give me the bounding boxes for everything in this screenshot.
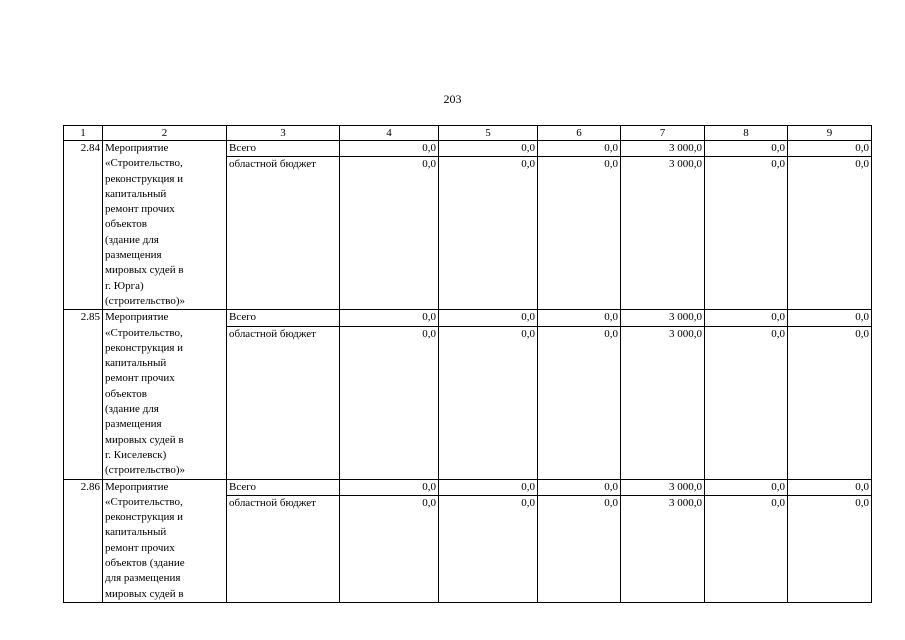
measure-name-line: ремонт прочих: [105, 541, 175, 554]
measure-name-line: реконструкция и: [105, 511, 184, 524]
measure-name-line: «Строительство,: [105, 157, 183, 170]
header-row: [64, 126, 872, 141]
funding-source: областной бюджет: [227, 495, 340, 602]
table-row: [64, 141, 872, 157]
measure-name-line: реконструкция и: [105, 172, 184, 185]
value-cell: 0,0: [340, 479, 439, 495]
page-number: 203: [443, 92, 462, 106]
measure-name-line: капитальный: [105, 357, 167, 370]
measure-name-line: объектов: [105, 387, 147, 400]
header-cell: 4: [340, 126, 439, 141]
value-cell: 0,0: [340, 141, 439, 157]
measure-name-line: «Строительство,: [105, 326, 183, 339]
funding-source: областной бюджет: [227, 157, 340, 310]
row-number: 2.86: [64, 479, 103, 602]
row-number: 2.85: [64, 310, 103, 479]
value-cell: 0,0: [340, 495, 439, 602]
funding-source: областной бюджет: [227, 326, 340, 479]
measure-name-line: г. Киселевск): [105, 448, 167, 461]
value-cell: 0,0: [439, 495, 538, 602]
funding-source: Всего: [227, 141, 340, 157]
value-cell: 0,0: [788, 157, 872, 310]
measure-name: [103, 479, 227, 602]
measure-name-line: мировых судей в: [105, 264, 184, 277]
value-cell: 0,0: [340, 157, 439, 310]
header-cell: 2: [103, 126, 227, 141]
measure-name: [103, 310, 227, 479]
measure-name-line: Мероприятие: [105, 311, 169, 324]
table-row: [64, 310, 872, 326]
value-cell: 0,0: [538, 141, 621, 157]
header-cell: 3: [227, 126, 340, 141]
header-cell: 1: [64, 126, 103, 141]
value-cell: 3 000,0: [621, 479, 705, 495]
value-cell: 0,0: [705, 157, 788, 310]
header-cell: 9: [788, 126, 872, 141]
value-cell: 0,0: [439, 326, 538, 479]
table-row: [64, 479, 872, 495]
value-cell: 0,0: [705, 479, 788, 495]
value-cell: 0,0: [788, 479, 872, 495]
measure-name-line: для размещения: [105, 572, 181, 585]
value-cell: 0,0: [340, 326, 439, 479]
value-cell: 3 000,0: [621, 157, 705, 310]
measure-name-line: ремонт прочих: [105, 203, 175, 216]
measure-name-line: (здание для: [105, 233, 159, 246]
measure-name: [103, 141, 227, 310]
row-number: 2.84: [64, 141, 103, 310]
measure-name-line: реконструкция и: [105, 341, 184, 354]
measure-name-line: размещения: [105, 418, 162, 431]
measure-name-line: Мероприятие: [105, 142, 169, 154]
measure-name-line: капитальный: [105, 187, 167, 200]
measure-name-line: (здание для: [105, 403, 159, 416]
value-cell: 0,0: [705, 495, 788, 602]
value-cell: 0,0: [538, 326, 621, 479]
measure-name-line: Мероприятие: [105, 480, 169, 493]
value-cell: 0,0: [439, 310, 538, 326]
value-cell: 3 000,0: [621, 495, 705, 602]
value-cell: 0,0: [538, 157, 621, 310]
measure-name-line: размещения: [105, 249, 162, 262]
header-cell: 6: [538, 126, 621, 141]
value-cell: 0,0: [788, 326, 872, 479]
measure-name-line: капитальный: [105, 526, 167, 539]
value-cell: 3 000,0: [621, 326, 705, 479]
value-cell: 0,0: [538, 495, 621, 602]
measure-name-line: объектов: [105, 218, 147, 231]
value-cell: 0,0: [705, 141, 788, 157]
measure-name-line: (строительство)»: [105, 464, 186, 477]
table-body: [64, 141, 872, 603]
measure-name-line: мировых судей в: [105, 587, 184, 600]
value-cell: 0,0: [788, 141, 872, 157]
value-cell: 0,0: [340, 310, 439, 326]
value-cell: 0,0: [788, 310, 872, 326]
funding-source: Всего: [227, 479, 340, 495]
value-cell: 3 000,0: [621, 310, 705, 326]
value-cell: 0,0: [538, 310, 621, 326]
header-cell: 5: [439, 126, 538, 141]
measure-name-line: ремонт прочих: [105, 372, 175, 385]
value-cell: 0,0: [439, 141, 538, 157]
value-cell: 0,0: [788, 495, 872, 602]
funding-source: Всего: [227, 310, 340, 326]
budget-table: [63, 125, 872, 603]
value-cell: 3 000,0: [621, 141, 705, 157]
value-cell: 0,0: [439, 157, 538, 310]
measure-name-line: (строительство)»: [105, 294, 186, 307]
header-cell: 8: [705, 126, 788, 141]
value-cell: 0,0: [705, 310, 788, 326]
measure-name-line: «Строительство,: [105, 495, 183, 508]
measure-name-line: объектов (здание: [105, 557, 185, 570]
value-cell: 0,0: [538, 479, 621, 495]
measure-name-line: мировых судей в: [105, 433, 184, 446]
measure-name-line: г. Юрга): [105, 279, 144, 292]
value-cell: 0,0: [705, 326, 788, 479]
value-cell: 0,0: [439, 479, 538, 495]
header-cell: 7: [621, 126, 705, 141]
